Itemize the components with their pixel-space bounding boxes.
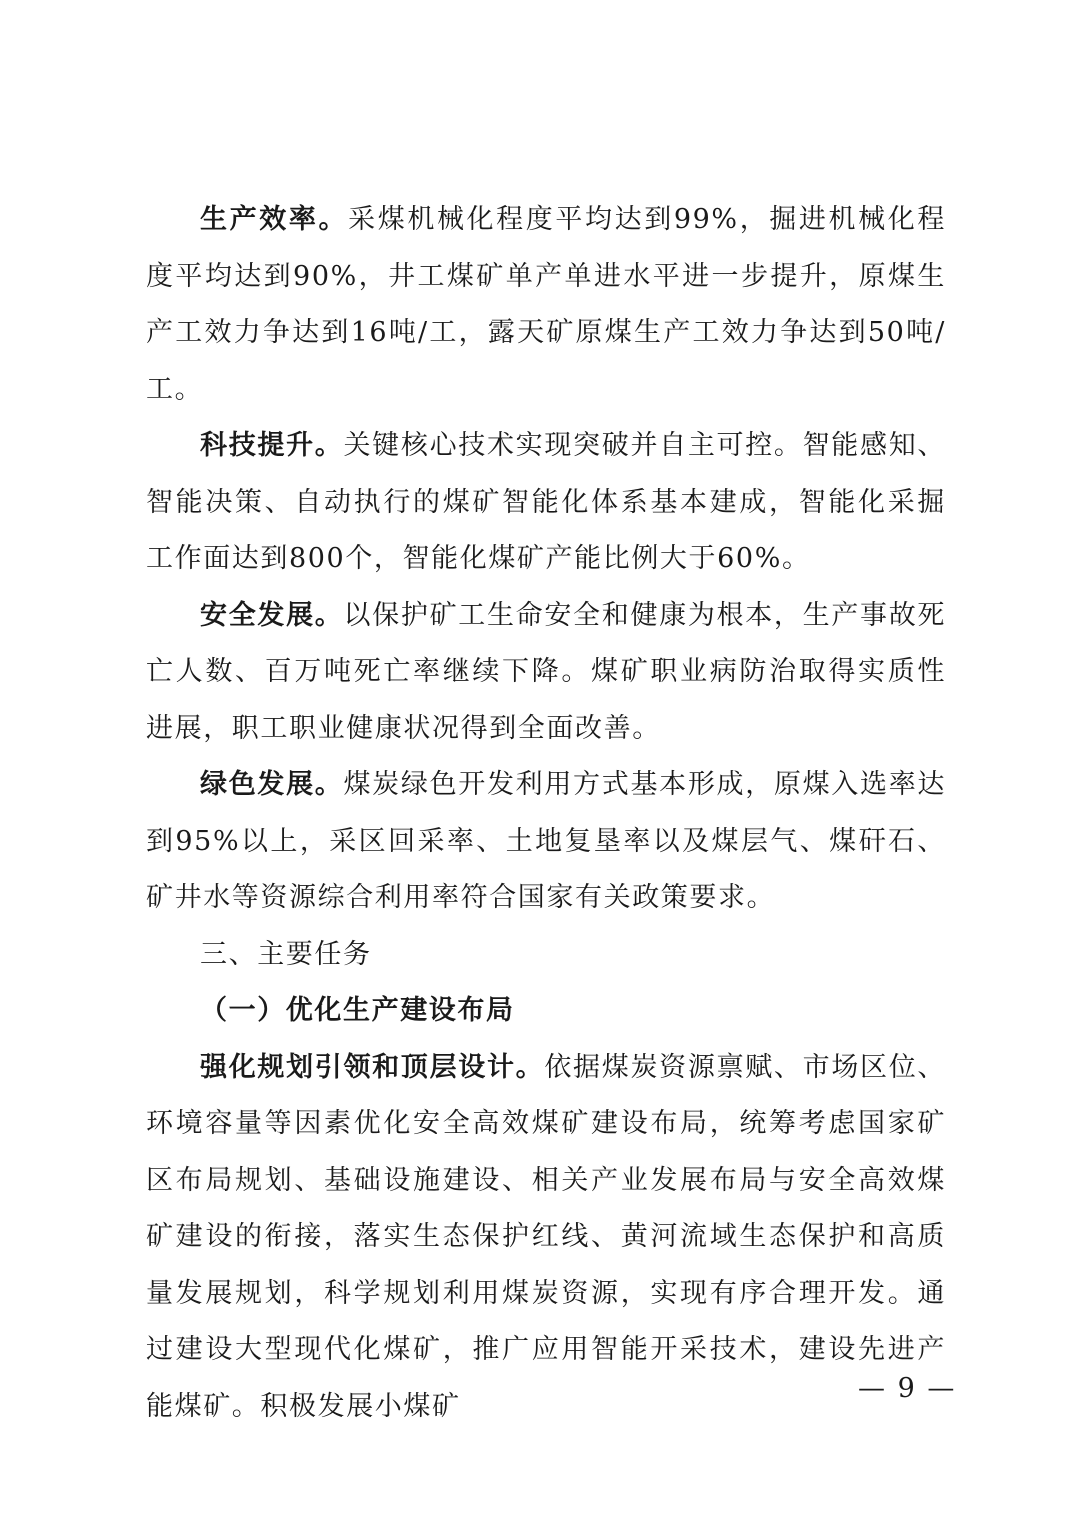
paragraph-body: 关键核心技术实现突破并自主可控。智能感知、智能决策、自动执行的煤矿智能化体系基本建成，智能化采掘工作面达到800个，智能化煤矿产能比例大于60%。 — [146, 430, 946, 574]
paragraph-body: 以保护矿工生命安全和健康为根本，生产事故死亡人数、百万吨死亡率继续下降。煤矿职业病防治取得实质性进展，职工职业健康状况得到全面改善。 — [146, 599, 946, 744]
paragraph-green-development — [146, 757, 946, 927]
subsection-heading: （一）优化生产建设布局 — [200, 995, 515, 1026]
paragraph-lead: 安全发展。 — [200, 599, 344, 631]
paragraph-lead: 科技提升。 — [200, 430, 344, 461]
paragraph-technology — [146, 418, 946, 588]
paragraph-body: 采煤机械化程度平均达到99%，掘进机械化程度平均达到90%，井工煤矿单产单进水平进一步提升，原煤生产工效力争达到16吨/工，露天矿原煤生产工效力争达到50吨/工。 — [146, 204, 946, 405]
paragraph-body: 依据煤炭资源禀赋、市场区位、环境容量等因素优化安全高效煤矿建设布局，统筹考虑国家矿区布局规划、基础设施建设、相关产业发展布局与安全高效煤矿建设的衔接，落实生态保护红线、黄河流域生态保护和高质量发展规划，科学规划利用煤炭资源，实现有序合理开发。通过建设大型现代化煤矿，推广应用智能开采技术，建设先进产能煤矿。积极发展小煤矿 — [146, 1051, 947, 1422]
paragraph-lead: 生产效率。 — [200, 204, 349, 235]
paragraph-lead: 强化规划引领和顶层设计。 — [200, 1051, 545, 1083]
paragraph-lead: 绿色发展。 — [200, 769, 344, 800]
paragraph-safety — [146, 588, 946, 758]
page-number: — 9 — — [858, 1373, 957, 1404]
paragraph-production-efficiency — [146, 192, 946, 418]
paragraph-planning — [146, 1040, 946, 1436]
paragraph-body: 煤炭绿色开发利用方式基本形成，原煤入选率达到95%以上，采区回采率、土地复垦率以及煤层气、煤矸石、矿井水等资源综合利用率符合国家有关政策要求。 — [146, 769, 946, 913]
document-page — [146, 192, 946, 1435]
section-heading-main-tasks: 三、主要任务 — [200, 938, 372, 970]
